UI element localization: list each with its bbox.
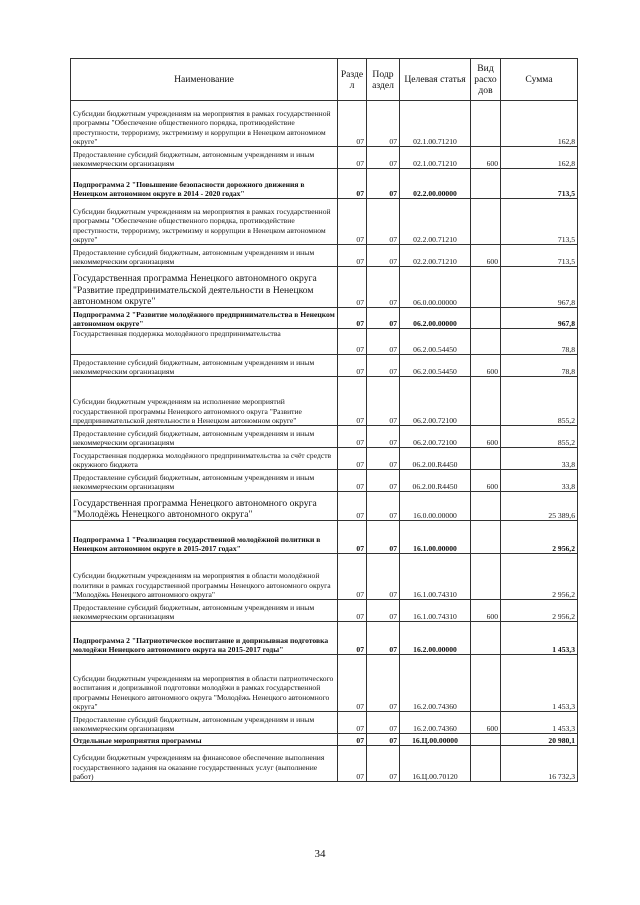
row-sum: 33,8 bbox=[501, 470, 578, 492]
row-target: 06.2.00.R4450 bbox=[400, 470, 471, 492]
row-sum: 162,8 bbox=[501, 147, 578, 169]
row-sum: 162,8 bbox=[501, 101, 578, 147]
row-expense-type: 600 bbox=[471, 426, 501, 448]
table-row bbox=[71, 147, 578, 169]
table-row bbox=[71, 600, 578, 622]
row-sum: 967,8 bbox=[501, 267, 578, 308]
row-subsection: 07 bbox=[367, 492, 400, 521]
row-expense-type: 600 bbox=[471, 600, 501, 622]
row-sum: 78,8 bbox=[501, 355, 578, 377]
table-row bbox=[71, 101, 578, 147]
row-subsection: 07 bbox=[367, 355, 400, 377]
row-name: Подпрограмма 2 "Повышение безопасности дорожного движения в Ненецком автономном округе в 2014 - 2020 годах" bbox=[71, 169, 338, 199]
row-sum: 967,8 bbox=[501, 308, 578, 329]
header-expense-type: Вид расхо дов bbox=[471, 59, 501, 101]
row-name: Предоставление субсидий бюджетным, автономным учреждениям и иным некоммерческим организациям bbox=[71, 147, 338, 169]
row-subsection: 07 bbox=[367, 308, 400, 329]
row-name: Субсидии бюджетным учреждениям на мероприятия в рамках государственной программы "Обеспечение общественного порядка, противодействие преступности, терроризму, экстремизму и коррупции в Ненецком автономном округе" bbox=[71, 199, 338, 245]
row-expense-type: 600 bbox=[471, 245, 501, 267]
row-name: Государственная программа Ненецкого автономного округа "Развитие предпринимательской деятельности в Ненецком автономном округе" bbox=[71, 267, 338, 308]
table-row bbox=[71, 308, 578, 329]
row-section: 07 bbox=[338, 492, 367, 521]
row-sum: 78,8 bbox=[501, 329, 578, 355]
table-row bbox=[71, 470, 578, 492]
table-row bbox=[71, 734, 578, 746]
row-target: 06.2.00.54450 bbox=[400, 355, 471, 377]
row-sum: 855,2 bbox=[501, 377, 578, 426]
row-subsection: 07 bbox=[367, 554, 400, 600]
row-expense-type bbox=[471, 554, 501, 600]
table-row bbox=[71, 521, 578, 554]
row-expense-type bbox=[471, 199, 501, 245]
row-name: Подпрограмма 2 "Развитие молодёжного предпринимательства в Ненецком автономном округе" bbox=[71, 308, 338, 329]
row-subsection: 07 bbox=[367, 245, 400, 267]
table-row bbox=[71, 329, 578, 355]
row-expense-type bbox=[471, 308, 501, 329]
row-target: 02.1.00.71210 bbox=[400, 147, 471, 169]
row-target: 06.2.00.R4450 bbox=[400, 448, 471, 470]
row-name: Государственная поддержка молодёжного предпринимательства за счёт средств окружного бюджета bbox=[71, 448, 338, 470]
row-section: 07 bbox=[338, 712, 367, 734]
table-row bbox=[71, 245, 578, 267]
row-subsection: 07 bbox=[367, 600, 400, 622]
page-number: 34 bbox=[314, 848, 326, 860]
row-name: Подпрограмма 1 "Реализация государственной молодёжной политики в Ненецком автономном округе в 2015-2017 годах" bbox=[71, 521, 338, 554]
row-sum: 855,2 bbox=[501, 426, 578, 448]
header-name: Наименование bbox=[71, 59, 338, 101]
row-expense-type bbox=[471, 101, 501, 147]
row-target: 16.1.00.00000 bbox=[400, 521, 471, 554]
row-sum: 20 980,1 bbox=[501, 734, 578, 746]
table-row bbox=[71, 554, 578, 600]
row-name: Подпрограмма 2 "Патриотическое воспитание и допризывная подготовка молодёжи Ненецкого автономного округа на 2015-2017 годы" bbox=[71, 622, 338, 655]
row-expense-type bbox=[471, 492, 501, 521]
row-section: 07 bbox=[338, 470, 367, 492]
row-subsection: 07 bbox=[367, 147, 400, 169]
table-header-row bbox=[71, 59, 578, 101]
row-sum: 2 956,2 bbox=[501, 554, 578, 600]
row-expense-type bbox=[471, 448, 501, 470]
row-section: 07 bbox=[338, 521, 367, 554]
row-subsection: 07 bbox=[367, 521, 400, 554]
row-section: 07 bbox=[338, 377, 367, 426]
row-section: 07 bbox=[338, 169, 367, 199]
row-section: 07 bbox=[338, 267, 367, 308]
row-subsection: 07 bbox=[367, 470, 400, 492]
row-sum: 2 956,2 bbox=[501, 521, 578, 554]
row-section: 07 bbox=[338, 554, 367, 600]
row-subsection: 07 bbox=[367, 267, 400, 308]
row-target: 06.2.00.54450 bbox=[400, 329, 471, 355]
row-expense-type bbox=[471, 622, 501, 655]
row-section: 07 bbox=[338, 147, 367, 169]
row-expense-type bbox=[471, 655, 501, 712]
row-subsection: 07 bbox=[367, 169, 400, 199]
table-row bbox=[71, 622, 578, 655]
row-target: 16.Ц.00.70120 bbox=[400, 746, 471, 782]
row-sum: 713,5 bbox=[501, 169, 578, 199]
row-name: Субсидии бюджетным учреждениям на мероприятия в области молодёжной политики в рамках государственной программы Ненецкого автономного округа "Молодёжь Ненецкого автономного округа" bbox=[71, 554, 338, 600]
row-expense-type bbox=[471, 734, 501, 746]
row-section: 07 bbox=[338, 600, 367, 622]
row-target: 02.2.00.71210 bbox=[400, 245, 471, 267]
table-row bbox=[71, 492, 578, 521]
table-row bbox=[71, 746, 578, 782]
table-row bbox=[71, 267, 578, 308]
row-section: 07 bbox=[338, 101, 367, 147]
row-subsection: 07 bbox=[367, 622, 400, 655]
row-section: 07 bbox=[338, 199, 367, 245]
table-row bbox=[71, 448, 578, 470]
row-target: 16.2.00.74360 bbox=[400, 712, 471, 734]
header-target-article: Целевая статья bbox=[400, 59, 471, 101]
row-name: Предоставление субсидий бюджетным, автономным учреждениям и иным некоммерческим организациям bbox=[71, 426, 338, 448]
row-sum: 1 453,3 bbox=[501, 655, 578, 712]
row-subsection: 07 bbox=[367, 746, 400, 782]
row-expense-type: 600 bbox=[471, 470, 501, 492]
row-target: 16.1.00.74310 bbox=[400, 554, 471, 600]
table-row bbox=[71, 355, 578, 377]
row-target: 06.2.00.72100 bbox=[400, 377, 471, 426]
row-sum: 25 389,6 bbox=[501, 492, 578, 521]
row-target: 06.2.00.00000 bbox=[400, 308, 471, 329]
row-expense-type bbox=[471, 521, 501, 554]
row-sum: 713,5 bbox=[501, 199, 578, 245]
row-name: Субсидии бюджетным учреждениям на исполнение мероприятий государственной программы Ненецкого автономного округа "Развитие предпринимательской деятельности в Ненецком автономном округе" bbox=[71, 377, 338, 426]
row-sum: 2 956,2 bbox=[501, 600, 578, 622]
row-section: 07 bbox=[338, 245, 367, 267]
header-subsection: Подр аздел bbox=[367, 59, 400, 101]
row-section: 07 bbox=[338, 426, 367, 448]
row-expense-type bbox=[471, 746, 501, 782]
row-sum: 1 453,3 bbox=[501, 712, 578, 734]
row-name: Предоставление субсидий бюджетным, автономным учреждениям и иным некоммерческим организациям bbox=[71, 245, 338, 267]
row-subsection: 07 bbox=[367, 712, 400, 734]
row-name: Предоставление субсидий бюджетным, автономным учреждениям и иным некоммерческим организациям bbox=[71, 712, 338, 734]
row-section: 07 bbox=[338, 655, 367, 712]
row-name: Отдельные мероприятия программы bbox=[71, 734, 338, 746]
row-expense-type: 600 bbox=[471, 147, 501, 169]
row-section: 07 bbox=[338, 622, 367, 655]
row-sum: 1 453,3 bbox=[501, 622, 578, 655]
row-sum: 713,5 bbox=[501, 245, 578, 267]
row-subsection: 07 bbox=[367, 655, 400, 712]
table-row bbox=[71, 169, 578, 199]
row-target: 02.2.00.00000 bbox=[400, 169, 471, 199]
row-sum: 16 732,3 bbox=[501, 746, 578, 782]
row-section: 07 bbox=[338, 355, 367, 377]
row-sum: 33,8 bbox=[501, 448, 578, 470]
row-name: Государственная поддержка молодёжного предпринимательства bbox=[71, 329, 338, 355]
row-subsection: 07 bbox=[367, 101, 400, 147]
table-row bbox=[71, 377, 578, 426]
table-row bbox=[71, 655, 578, 712]
row-target: 06.0.00.00000 bbox=[400, 267, 471, 308]
row-section: 07 bbox=[338, 329, 367, 355]
row-section: 07 bbox=[338, 746, 367, 782]
table-row bbox=[71, 199, 578, 245]
row-subsection: 07 bbox=[367, 448, 400, 470]
row-subsection: 07 bbox=[367, 199, 400, 245]
row-expense-type bbox=[471, 169, 501, 199]
table-row bbox=[71, 712, 578, 734]
row-target: 16.2.00.00000 bbox=[400, 622, 471, 655]
row-target: 16.Ц.00.00000 bbox=[400, 734, 471, 746]
row-name: Предоставление субсидий бюджетным, автономным учреждениям и иным некоммерческим организациям bbox=[71, 600, 338, 622]
row-subsection: 07 bbox=[367, 734, 400, 746]
row-subsection: 07 bbox=[367, 329, 400, 355]
row-target: 16.2.00.74360 bbox=[400, 655, 471, 712]
row-name: Государственная программа Ненецкого автономного округа "Молодёжь Ненецкого автономного округа" bbox=[71, 492, 338, 521]
row-target: 06.2.00.72100 bbox=[400, 426, 471, 448]
row-subsection: 07 bbox=[367, 426, 400, 448]
row-name: Предоставление субсидий бюджетным, автономным учреждениям и иным некоммерческим организациям bbox=[71, 470, 338, 492]
row-target: 16.0.00.00000 bbox=[400, 492, 471, 521]
row-section: 07 bbox=[338, 308, 367, 329]
row-section: 07 bbox=[338, 448, 367, 470]
row-expense-type bbox=[471, 267, 501, 308]
header-section: Разде л bbox=[338, 59, 367, 101]
row-target: 02.2.00.71210 bbox=[400, 199, 471, 245]
row-name: Субсидии бюджетным учреждениям на мероприятия в рамках государственной программы "Обеспечение общественного порядка, противодействие преступности, терроризму, экстремизму и коррупции в Ненецком автономном округе" bbox=[71, 101, 338, 147]
row-section: 07 bbox=[338, 734, 367, 746]
header-sum: Сумма bbox=[501, 59, 578, 101]
row-target: 16.1.00.74310 bbox=[400, 600, 471, 622]
row-name: Субсидии бюджетным учреждениям на финансовое обеспечение выполнения государственного задания на оказание государственных услуг (выполнение работ) bbox=[71, 746, 338, 782]
table-row bbox=[71, 426, 578, 448]
row-expense-type: 600 bbox=[471, 355, 501, 377]
budget-table bbox=[70, 58, 578, 782]
row-subsection: 07 bbox=[367, 377, 400, 426]
row-name: Субсидии бюджетным учреждениям на мероприятия в области патриотического воспитания и допризывной подготовки молодёжи в рамках государственной программы Ненецкого автономного округа "Молодёжь Ненецкого автономного округа" bbox=[71, 655, 338, 712]
row-expense-type: 600 bbox=[471, 712, 501, 734]
row-expense-type bbox=[471, 377, 501, 426]
row-expense-type bbox=[471, 329, 501, 355]
row-target: 02.1.00.71210 bbox=[400, 101, 471, 147]
row-name: Предоставление субсидий бюджетным, автономным учреждениям и иным некоммерческим организациям bbox=[71, 355, 338, 377]
